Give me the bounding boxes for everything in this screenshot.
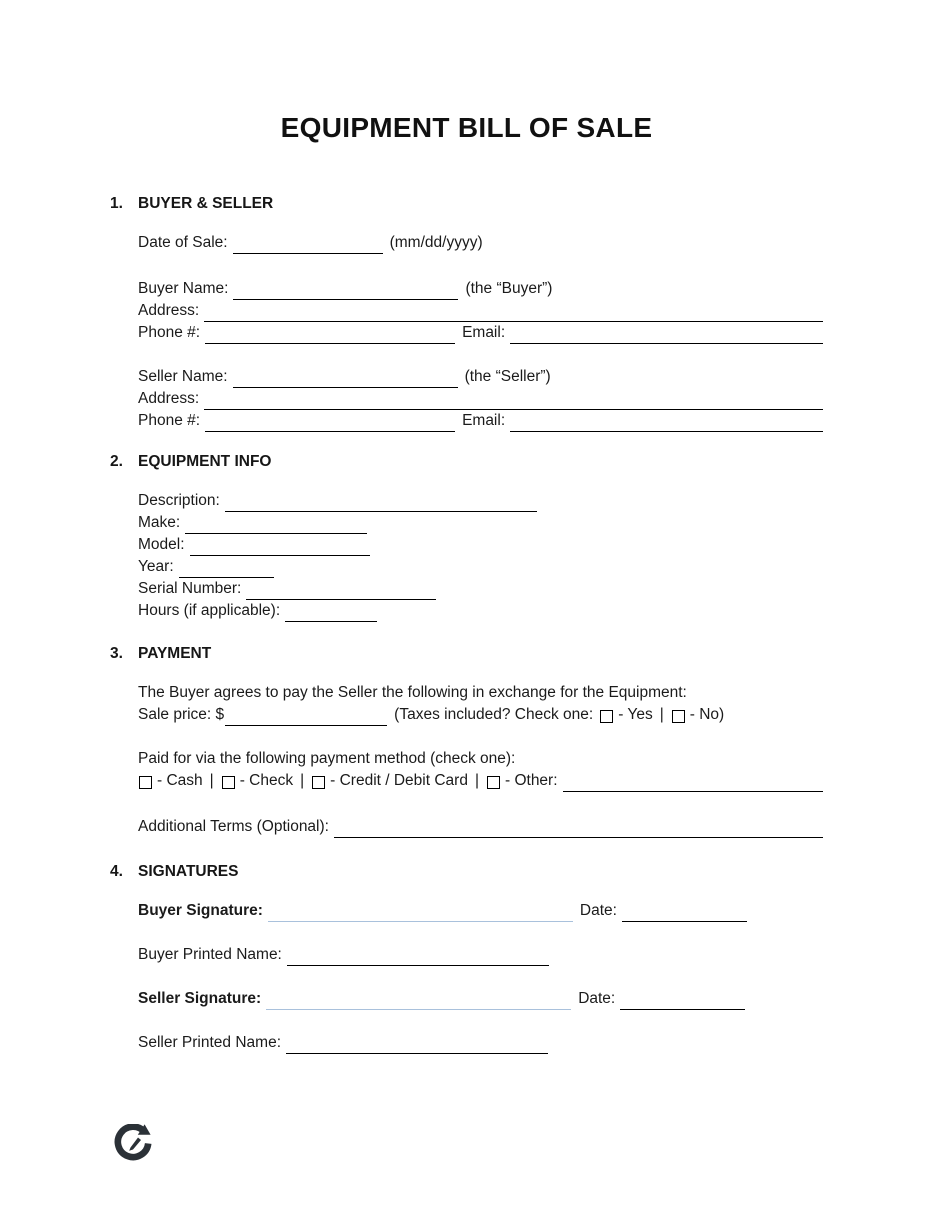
description-label: Description: <box>138 492 220 509</box>
cash-checkbox[interactable] <box>139 776 152 789</box>
year-row <box>138 556 823 578</box>
section-heading <box>110 862 823 882</box>
seller-address-field[interactable] <box>204 392 823 410</box>
seller-name-row <box>138 366 823 388</box>
section-body <box>138 490 823 622</box>
seller-address-label: Address: <box>138 390 200 407</box>
buyer-printed-name-row <box>138 944 823 966</box>
section-title: SIGNATURES <box>138 863 239 880</box>
section-number: 4. <box>110 863 123 880</box>
method-prompt-row <box>138 748 823 770</box>
buyer-suffix: (the “Buyer”) <box>465 280 553 297</box>
model-row <box>138 534 823 556</box>
date-of-sale-row <box>138 232 823 254</box>
seller-sign-date-field[interactable] <box>620 992 745 1010</box>
section-number: 2. <box>110 453 123 470</box>
hours-field[interactable] <box>285 604 377 622</box>
additional-terms-field[interactable] <box>334 820 823 838</box>
section-signatures <box>110 862 823 1054</box>
section-body <box>138 682 823 838</box>
buyer-email-field[interactable] <box>510 326 823 344</box>
seller-printed-name-label: Seller Printed Name: <box>138 1034 282 1051</box>
buyer-signature-label: Buyer Signature: <box>138 902 263 919</box>
hours-row <box>138 600 823 622</box>
seller-name-label: Seller Name: <box>138 368 228 385</box>
sale-price-label: Sale price: $ <box>138 706 225 723</box>
seller-signature-row <box>138 988 823 1010</box>
make-row <box>138 512 823 534</box>
seller-name-field[interactable] <box>233 370 458 388</box>
pipe-separator: | <box>300 772 305 789</box>
sale-price-row <box>138 704 823 726</box>
seller-signature-label: Seller Signature: <box>138 990 262 1007</box>
section-heading <box>110 194 823 214</box>
check-label: - Check <box>239 772 294 789</box>
buyer-address-row <box>138 300 823 322</box>
make-field[interactable] <box>185 516 367 534</box>
seller-email-field[interactable] <box>510 414 823 432</box>
page-title: EQUIPMENT BILL OF SALE <box>280 112 653 143</box>
section-payment <box>110 644 823 838</box>
seller-printed-name-row <box>138 1032 823 1054</box>
additional-terms-label: Additional Terms (Optional): <box>138 818 329 835</box>
seller-phone-field[interactable] <box>205 414 455 432</box>
serial-number-label: Serial Number: <box>138 580 242 597</box>
seller-phone-email-row <box>138 410 823 432</box>
description-row <box>138 490 823 512</box>
section-number: 3. <box>110 645 123 662</box>
description-field[interactable] <box>225 494 537 512</box>
other-checkbox[interactable] <box>487 776 500 789</box>
taxes-no-checkbox[interactable] <box>672 710 685 723</box>
other-field[interactable] <box>563 774 823 792</box>
pipe-separator: | <box>474 772 479 789</box>
taxes-yes-label: - Yes <box>618 706 653 723</box>
section-heading <box>110 452 823 472</box>
seller-signature-field[interactable] <box>266 992 571 1010</box>
pipe-separator: | <box>659 706 664 723</box>
section-number: 1. <box>110 195 123 212</box>
buyer-printed-name-field[interactable] <box>287 948 549 966</box>
year-field[interactable] <box>179 560 274 578</box>
buyer-address-field[interactable] <box>204 304 823 322</box>
buyer-phone-email-row <box>138 322 823 344</box>
seller-printed-name-field[interactable] <box>286 1036 548 1054</box>
buyer-sign-date-label: Date: <box>579 902 617 919</box>
seller-email-label: Email: <box>462 412 506 429</box>
date-of-sale-field[interactable] <box>233 236 383 254</box>
taxes-yes-checkbox[interactable] <box>600 710 613 723</box>
buyer-name-field[interactable] <box>233 282 458 300</box>
taxes-prompt: (Taxes included? Check one: <box>394 706 594 723</box>
check-checkbox[interactable] <box>222 776 235 789</box>
buyer-signature-field[interactable] <box>268 904 573 922</box>
serial-number-field[interactable] <box>246 582 436 600</box>
additional-terms-row <box>138 816 823 838</box>
buyer-email-label: Email: <box>462 324 506 341</box>
section-body <box>138 900 823 1054</box>
brand-logo-icon <box>114 1124 152 1162</box>
cash-label: - Cash <box>157 772 203 789</box>
section-buyer-seller <box>110 194 823 432</box>
buyer-phone-label: Phone #: <box>138 324 201 341</box>
make-label: Make: <box>138 514 181 531</box>
hours-label: Hours (if applicable): <box>138 602 281 619</box>
other-label: - Other: <box>504 772 558 789</box>
payment-intro-text: The Buyer agrees to pay the Seller the following in exchange for the Equipment: <box>138 684 687 701</box>
section-title: PAYMENT <box>138 645 212 662</box>
seller-phone-label: Phone #: <box>138 412 201 429</box>
date-format-hint: (mm/dd/yyyy) <box>389 234 483 251</box>
payment-method-row <box>138 770 823 792</box>
buyer-name-row <box>138 278 823 300</box>
section-title: EQUIPMENT INFO <box>138 453 272 470</box>
buyer-sign-date-field[interactable] <box>622 904 747 922</box>
year-label: Year: <box>138 558 174 575</box>
card-label: - Credit / Debit Card <box>330 772 468 789</box>
buyer-signature-row <box>138 900 823 922</box>
buyer-phone-field[interactable] <box>205 326 455 344</box>
sale-price-field[interactable] <box>225 708 387 726</box>
serial-number-row <box>138 578 823 600</box>
buyer-printed-name-label: Buyer Printed Name: <box>138 946 282 963</box>
model-field[interactable] <box>190 538 370 556</box>
method-prompt-text: Paid for via the following payment method (check one): <box>138 750 516 767</box>
buyer-name-label: Buyer Name: <box>138 280 229 297</box>
card-checkbox[interactable] <box>312 776 325 789</box>
date-of-sale-label: Date of Sale: <box>138 234 228 251</box>
section-equipment-info <box>110 452 823 622</box>
seller-suffix: (the “Seller”) <box>464 368 551 385</box>
pipe-separator: | <box>209 772 214 789</box>
section-body <box>138 232 823 432</box>
section-heading <box>110 644 823 664</box>
seller-sign-date-label: Date: <box>578 990 616 1007</box>
seller-address-row <box>138 388 823 410</box>
payment-intro-row <box>138 682 823 704</box>
buyer-address-label: Address: <box>138 302 200 319</box>
model-label: Model: <box>138 536 185 553</box>
taxes-no-label: - No) <box>689 706 725 723</box>
section-title: BUYER & SELLER <box>138 195 274 212</box>
